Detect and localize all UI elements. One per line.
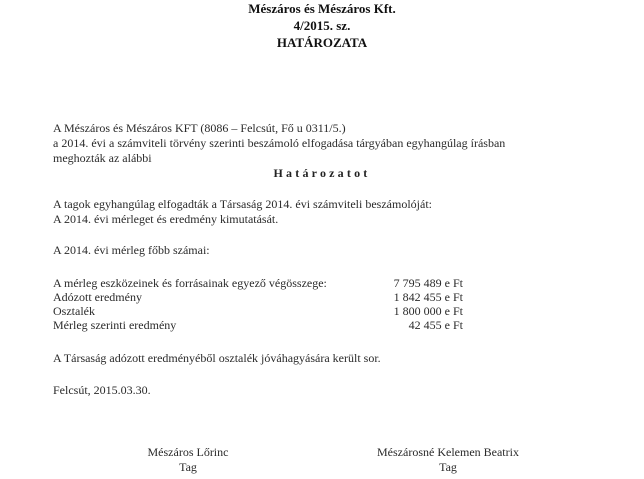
signature-block-1 (128, 445, 248, 475)
company-name: Mészáros és Mészáros Kft. (248, 1, 396, 16)
intro-line-2: a 2014. évi a számviteli törvény szerinti beszámoló elfogadása tárgyában egyhangúlag írásban (53, 136, 506, 150)
figure-value: 42 455 e Ft (408, 318, 463, 332)
figure-value: 7 795 489 e Ft (393, 276, 463, 290)
decision-line-2: A 2014. évi mérleget és eredmény kimutatását. (53, 212, 279, 226)
figure-label: Osztalék (53, 304, 95, 318)
signatory-name: Mészáros Lőrinc (147, 445, 229, 459)
figures-intro: A 2014. évi mérleg főbb számai: (53, 243, 210, 257)
resolution-number: 4/2015. sz. (293, 18, 351, 33)
figure-row (53, 304, 463, 318)
figure-value: 1 842 455 e Ft (393, 290, 463, 304)
intro-line-1: A Mészáros és Mészáros KFT (8086 – Felcsút, Fő u 0311/5.) (53, 121, 346, 135)
intro-line-3: meghozták az alábbi (53, 151, 152, 165)
signature-block-2 (358, 445, 538, 475)
figure-label: Adózott eredmény (53, 290, 142, 304)
figure-value: 1 800 000 e Ft (393, 304, 463, 318)
decision-paragraph (53, 197, 432, 227)
dividend-note: A Társaság adózott eredményéből osztalék jóváhagyására került sor. (53, 351, 381, 365)
figure-row (53, 290, 463, 304)
decision-line-1: A tagok egyhangúlag elfogadták a Társaság 2014. évi számviteli beszámolóját: (53, 197, 432, 211)
signatory-name: Mészárosné Kelemen Beatrix (377, 445, 519, 459)
figure-label: A mérleg eszközeinek és forrásainak egyező végösszege: (53, 276, 327, 290)
resolution-heading: Határozatot (273, 166, 371, 180)
figure-row (53, 276, 463, 290)
figure-row (53, 318, 463, 332)
figure-label: Mérleg szerinti eredmény (53, 318, 177, 332)
intro-paragraph (53, 121, 505, 166)
document-title: HATÁROZATA (276, 35, 368, 50)
balance-figures-table (53, 276, 463, 332)
signatory-role: Tag (179, 460, 197, 474)
document-header (0, 0, 644, 51)
place-date: Felcsút, 2015.03.30. (53, 383, 151, 397)
signatory-role: Tag (439, 460, 457, 474)
